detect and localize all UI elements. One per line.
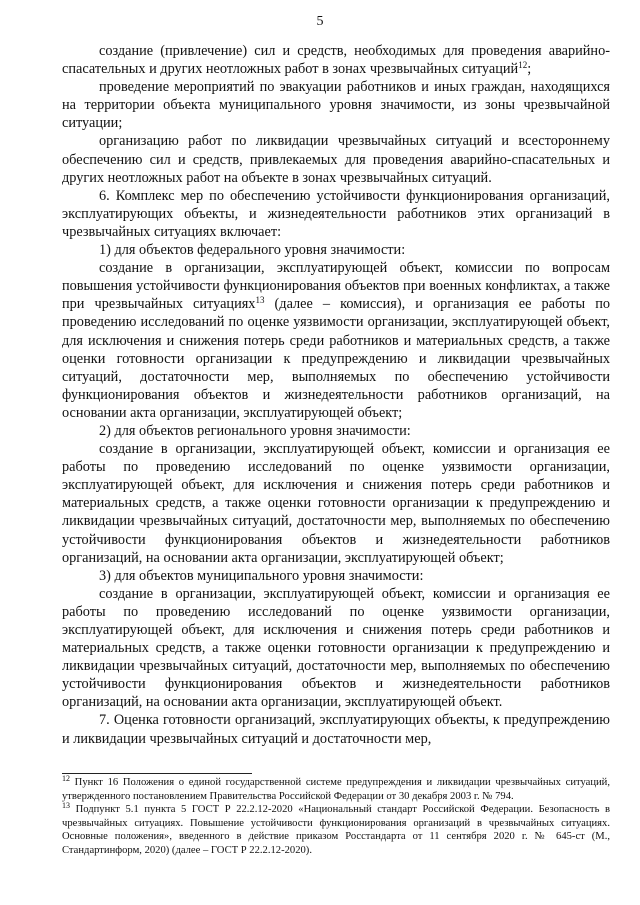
paragraph: создание (привлечение) сил и средств, необходимых для проведения аварийно-спасательных и других неотложных работ в зонах чрезвычайных ситуаций$^{12}$;: [62, 43, 610, 78]
footnote-ref: 13: [255, 295, 265, 306]
paragraph: проведение мероприятий по эвакуации работников и иных граждан, находящихся на территории объекта муниципального уровня значимости, из зоны чрезвычайной ситуации;: [62, 79, 610, 132]
document-body: [62, 42, 610, 748]
paragraph: создание в организации, эксплуатирующей объект, комиссии и организация ее работы по проведению исследований по оценке уязвимости организации, эксплуатирующей объект, для исключения и снижения потерь среди работников и материальных средств, а также оценки готовности организации к предупреждению и ликвидации чрезвычайных ситуаций, достаточности мер, выполняемых по обеспечению устойчивости функционирования объектов и жизнедеятельности работников организаций, на основании акта организации, эксплуатирующей объект;: [62, 441, 610, 566]
footnote: $^{12}$ Пункт 16 Положения о единой государственной системе предупреждения и ликвидации чрезвычайных ситуаций, утвержденного постановлением Правительства Российской Федерации от 30 декабря 2003 г. № 794.: [62, 774, 610, 802]
list-heading: 2) для объектов регионального уровня значимости:: [99, 422, 411, 439]
page-number: 5: [316, 14, 324, 29]
footnote-marker: 13: [62, 801, 70, 811]
footnotes: [62, 776, 610, 858]
footnote-marker: 12: [62, 774, 70, 783]
paragraph: 6. Комплекс мер по обеспечению устойчивости функционирования организаций, эксплуатирующих объекты, и жизнедеятельности работников этих организаций в чрезвычайных ситуациях включает:: [62, 187, 610, 240]
list-heading: 1) для объектов федерального уровня значимости:: [99, 242, 406, 259]
footnote-divider: [62, 773, 252, 774]
footnote-ref: 12: [518, 60, 528, 71]
paragraph: 7. Оценка готовности организаций, эксплуатирующих объекты, к предупреждению и ликвидации чрезвычайных ситуаций и достаточности мер,: [62, 712, 610, 747]
paragraph: создание в организации, эксплуатирующей объект, комиссии и организация ее работы по проведению исследований по оценке уязвимости организации, эксплуатирующей объект, для исключения и снижения потерь среди работников и материальных средств, а также оценки готовности организации к предупреждению и ликвидации чрезвычайных ситуаций, достаточности мер, выполняемых по обеспечению устойчивости функционирования объектов и жизнедеятельности работников организаций, на основании акта организации, эксплуатирующей объект.: [62, 585, 610, 711]
footnote: $^{13}$ Подпункт 5.1 пункта 5 ГОСТ Р 22.2.12-2020 «Национальный стандарт Российской Федерации. Безопасность в чрезвычайных ситуациях. Повышение устойчивости функционирования организаций в чрезвычайных ситуациях. Основные положения», введенного в действие приказом Росстандарта от 11 сентября 2020 г. № 645-ст (М., Стандартинформ, 2020) (далее – ГОСТ Р 22.2.12-2020).: [62, 801, 610, 856]
list-heading: 3) для объектов муниципального уровня значимости:: [99, 567, 424, 584]
paragraph: организацию работ по ликвидации чрезвычайных ситуаций и всестороннему обеспечению сил и средств, привлекаемых для проведения аварийно-спасательных и других неотложных работ на объекте в зонах чрезвычайных ситуаций.: [62, 133, 610, 186]
paragraph: создание в организации, эксплуатирующей объект, комиссии по вопросам повышения устойчивости функционирования объектов при военных конфликтах, а также при чрезвычайных ситуациях$^{13}$ (далее – комиссия), и организация ее работы по проведению исследований по оценке уязвимости организации, эксплуатирующей объект, для исключения и снижения потерь среди работников и материальных средств, а также оценки готовности организации к предупреждению и ликвидации чрезвычайных ситуаций, достаточности мер, выполняемых по обеспечению устойчивости функционирования объектов и жизнедеятельности работников организаций, на основании акта организации, эксплуатирующей объект;: [62, 260, 610, 421]
